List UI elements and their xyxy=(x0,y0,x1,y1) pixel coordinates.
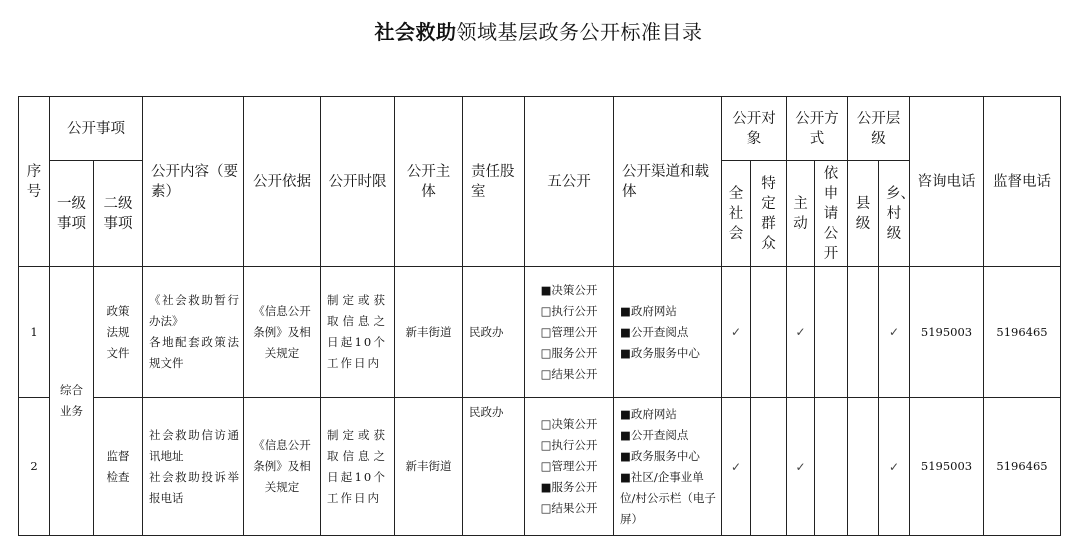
row-method-apply xyxy=(815,267,848,398)
row-level2: 政策法规文件 xyxy=(94,267,143,398)
row-channel xyxy=(614,267,722,398)
channel-item: ■政府网站 xyxy=(620,406,677,421)
check-icon: ✓ xyxy=(879,398,910,536)
five-open-item: ■服务公开 xyxy=(540,480,598,494)
five-open-item: □管理公开 xyxy=(540,459,598,473)
header-level1: 一级事项 xyxy=(50,161,94,267)
table-row xyxy=(19,267,1061,398)
header-target: 公开对象 xyxy=(722,97,787,161)
header-consult-phone: 咨询电话 xyxy=(910,97,984,267)
row-content: 《社会救助暂行办法》 各地配套政策法规文件 xyxy=(143,267,244,398)
header-subject: 公开主体 xyxy=(395,97,463,267)
five-open-item: □决策公开 xyxy=(540,417,598,431)
check-icon: ✓ xyxy=(722,267,751,398)
check-icon: ✓ xyxy=(787,398,815,536)
header-public-item: 公开事项 xyxy=(50,97,143,161)
five-open-item: ■决策公开 xyxy=(540,282,598,297)
row-subject: 新丰街道 xyxy=(395,398,463,536)
header-seq: 序号 xyxy=(19,97,50,267)
catalog-table xyxy=(18,96,1061,536)
row-time-limit: 制定或获取信息之日起10个工作日内 xyxy=(321,398,395,536)
five-open-item: □结果公开 xyxy=(540,501,598,515)
row-consult-phone: 5195003 xyxy=(910,398,984,536)
header-supervise-phone: 监督电话 xyxy=(984,97,1061,267)
header-method: 公开方式 xyxy=(787,97,848,161)
five-open-item: □执行公开 xyxy=(540,303,598,318)
header-layer: 公开层级 xyxy=(848,97,910,161)
row-basis: 《信息公开条例》及相关规定 xyxy=(244,267,321,398)
header-level2: 二级事项 xyxy=(94,161,143,267)
five-open-item: □服务公开 xyxy=(540,345,598,360)
header-content: 公开内容（要素） xyxy=(143,97,244,267)
row-consult-phone: 5195003 xyxy=(910,267,984,398)
row-five-open xyxy=(525,398,614,536)
table-row xyxy=(19,398,1061,536)
row-dept: 民政办 xyxy=(463,267,525,398)
check-icon: ✓ xyxy=(722,398,751,536)
level1-item: 综合业务 xyxy=(50,267,94,536)
page-title xyxy=(0,16,1077,45)
row-subject: 新丰街道 xyxy=(395,267,463,398)
five-open-item: □结果公开 xyxy=(540,366,598,381)
check-icon: ✓ xyxy=(879,267,910,398)
row-time-limit: 制定或获取信息之日起10个工作日内 xyxy=(321,267,395,398)
header-time-limit: 公开时限 xyxy=(321,97,395,267)
row-layer-county xyxy=(848,267,879,398)
five-open-item: □管理公开 xyxy=(540,324,598,339)
row-dept: 民政办 xyxy=(463,398,525,536)
row-content: 社会救助信访通讯地址 社会救助投诉举报电话 xyxy=(143,398,244,536)
channel-item: ■公开查阅点 xyxy=(620,427,689,442)
five-open-item: □执行公开 xyxy=(540,438,598,452)
channel-item: ■政务服务中心 xyxy=(620,345,700,360)
header-layer-county: 县级 xyxy=(848,161,879,267)
header-target-all: 全社会 xyxy=(722,161,751,267)
row-seq: 2 xyxy=(19,398,50,536)
channel-item: ■社区/企事业单位/村公示栏（电子屏） xyxy=(620,469,716,526)
channel-item: ■公开查阅点 xyxy=(620,324,689,339)
header-target-specific: 特定群众 xyxy=(751,161,787,267)
row-supervise-phone: 5196465 xyxy=(984,267,1061,398)
header-dept: 责任股室 xyxy=(463,97,525,267)
header-channel: 公开渠道和载体 xyxy=(614,97,722,267)
row-method-apply xyxy=(815,398,848,536)
row-target-specific xyxy=(751,398,787,536)
title-rest: 领域基层政务公开标准目录 xyxy=(456,20,703,44)
row-channel xyxy=(614,398,722,536)
channel-item: ■政府网站 xyxy=(620,303,677,318)
channel-item: ■政务服务中心 xyxy=(620,448,700,463)
header-method-active: 主动 xyxy=(787,161,815,267)
header-basis: 公开依据 xyxy=(244,97,321,267)
row-level2: 监督检查 xyxy=(94,398,143,536)
row-five-open xyxy=(525,267,614,398)
header-layer-town: 乡、村级 xyxy=(879,161,910,267)
header-five-open: 五公开 xyxy=(525,97,614,267)
row-seq: 1 xyxy=(19,267,50,398)
row-layer-county xyxy=(848,398,879,536)
row-supervise-phone: 5196465 xyxy=(984,398,1061,536)
title-bold: 社会救助 xyxy=(374,20,457,44)
row-target-specific xyxy=(751,267,787,398)
row-basis: 《信息公开条例》及相关规定 xyxy=(244,398,321,536)
check-icon: ✓ xyxy=(787,267,815,398)
header-method-apply: 依申请公开 xyxy=(815,161,848,267)
